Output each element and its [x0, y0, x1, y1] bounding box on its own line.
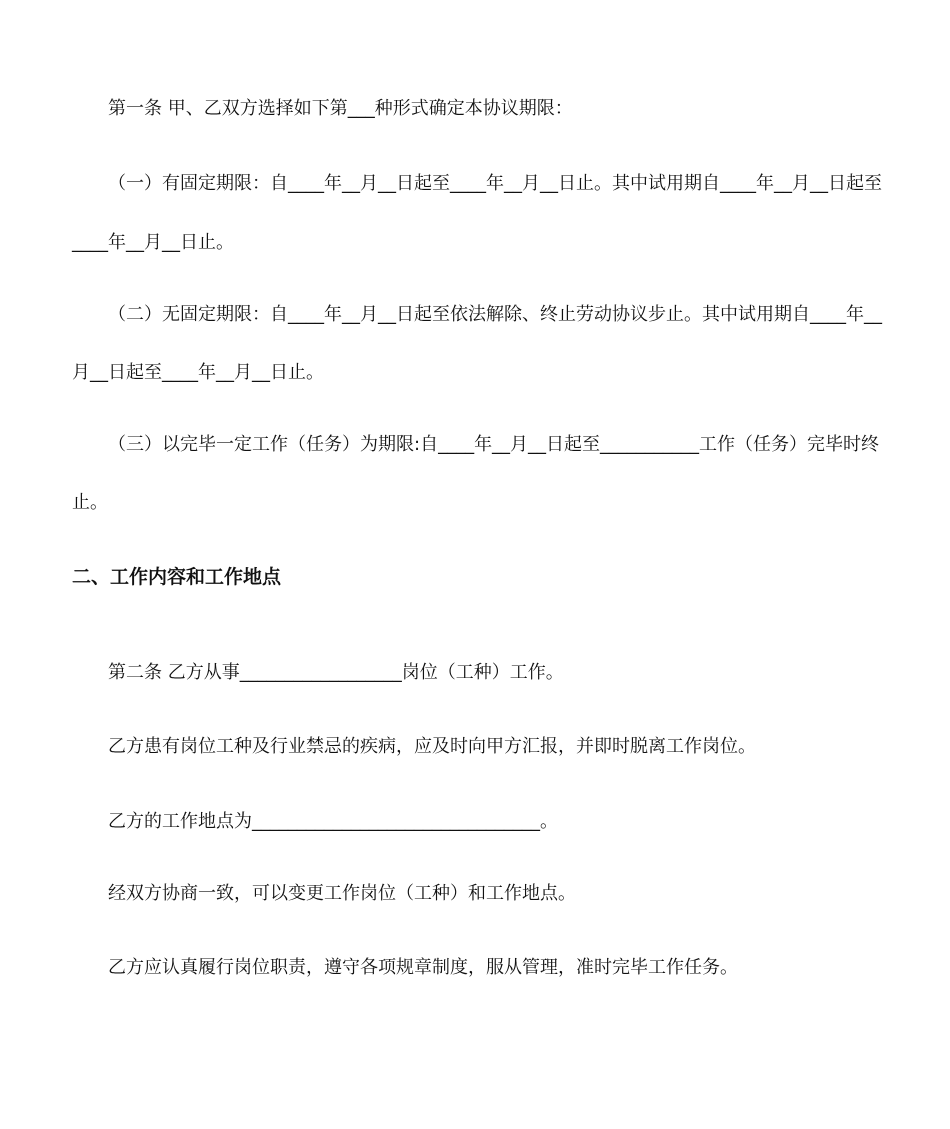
clause-2-text: 第二条 乙方从事__________________岗位（工种）工作。 [108, 662, 564, 683]
clause-1-option-2-line-1: （二）无固定期限：自____年__月__日起至依法解除、终止劳动协议步止。其中试用期自____年__ [108, 304, 882, 325]
clause-1-option-1-line-1: （一）有固定期限：自____年__月__日起至____年__月__日止。其中试用期自____年__月__日起至 [108, 173, 882, 194]
section-2-paragraph-2: 乙方的工作地点为________________________________。 [108, 811, 558, 832]
section-2-heading: 二、工作内容和工作地点 [72, 566, 282, 588]
clause-1-option-3-line-2: 止。 [72, 492, 108, 513]
clause-1-option-2-line-2: 月__日起至____年__月__日止。 [72, 362, 324, 383]
section-2-paragraph-4: 乙方应认真履行岗位职责，遵守各项规章制度，服从管理，准时完毕工作任务。 [108, 957, 738, 978]
section-2-paragraph-1: 乙方患有岗位工种及行业禁忌的疾病，应及时向甲方汇报，并即时脱离工作岗位。 [108, 736, 756, 757]
clause-1-option-1-line-2: ____年__月__日止。 [72, 232, 234, 253]
clause-1-intro: 第一条 甲、乙双方选择如下第___种形式确定本协议期限： [108, 98, 573, 119]
clause-1-option-3-line-1: （三）以完毕一定工作（任务）为期限:自____年__月__日起至___________工作（任务）完毕时终 [108, 434, 880, 455]
section-2-paragraph-3: 经双方协商一致，可以变更工作岗位（工种）和工作地点。 [108, 883, 576, 904]
